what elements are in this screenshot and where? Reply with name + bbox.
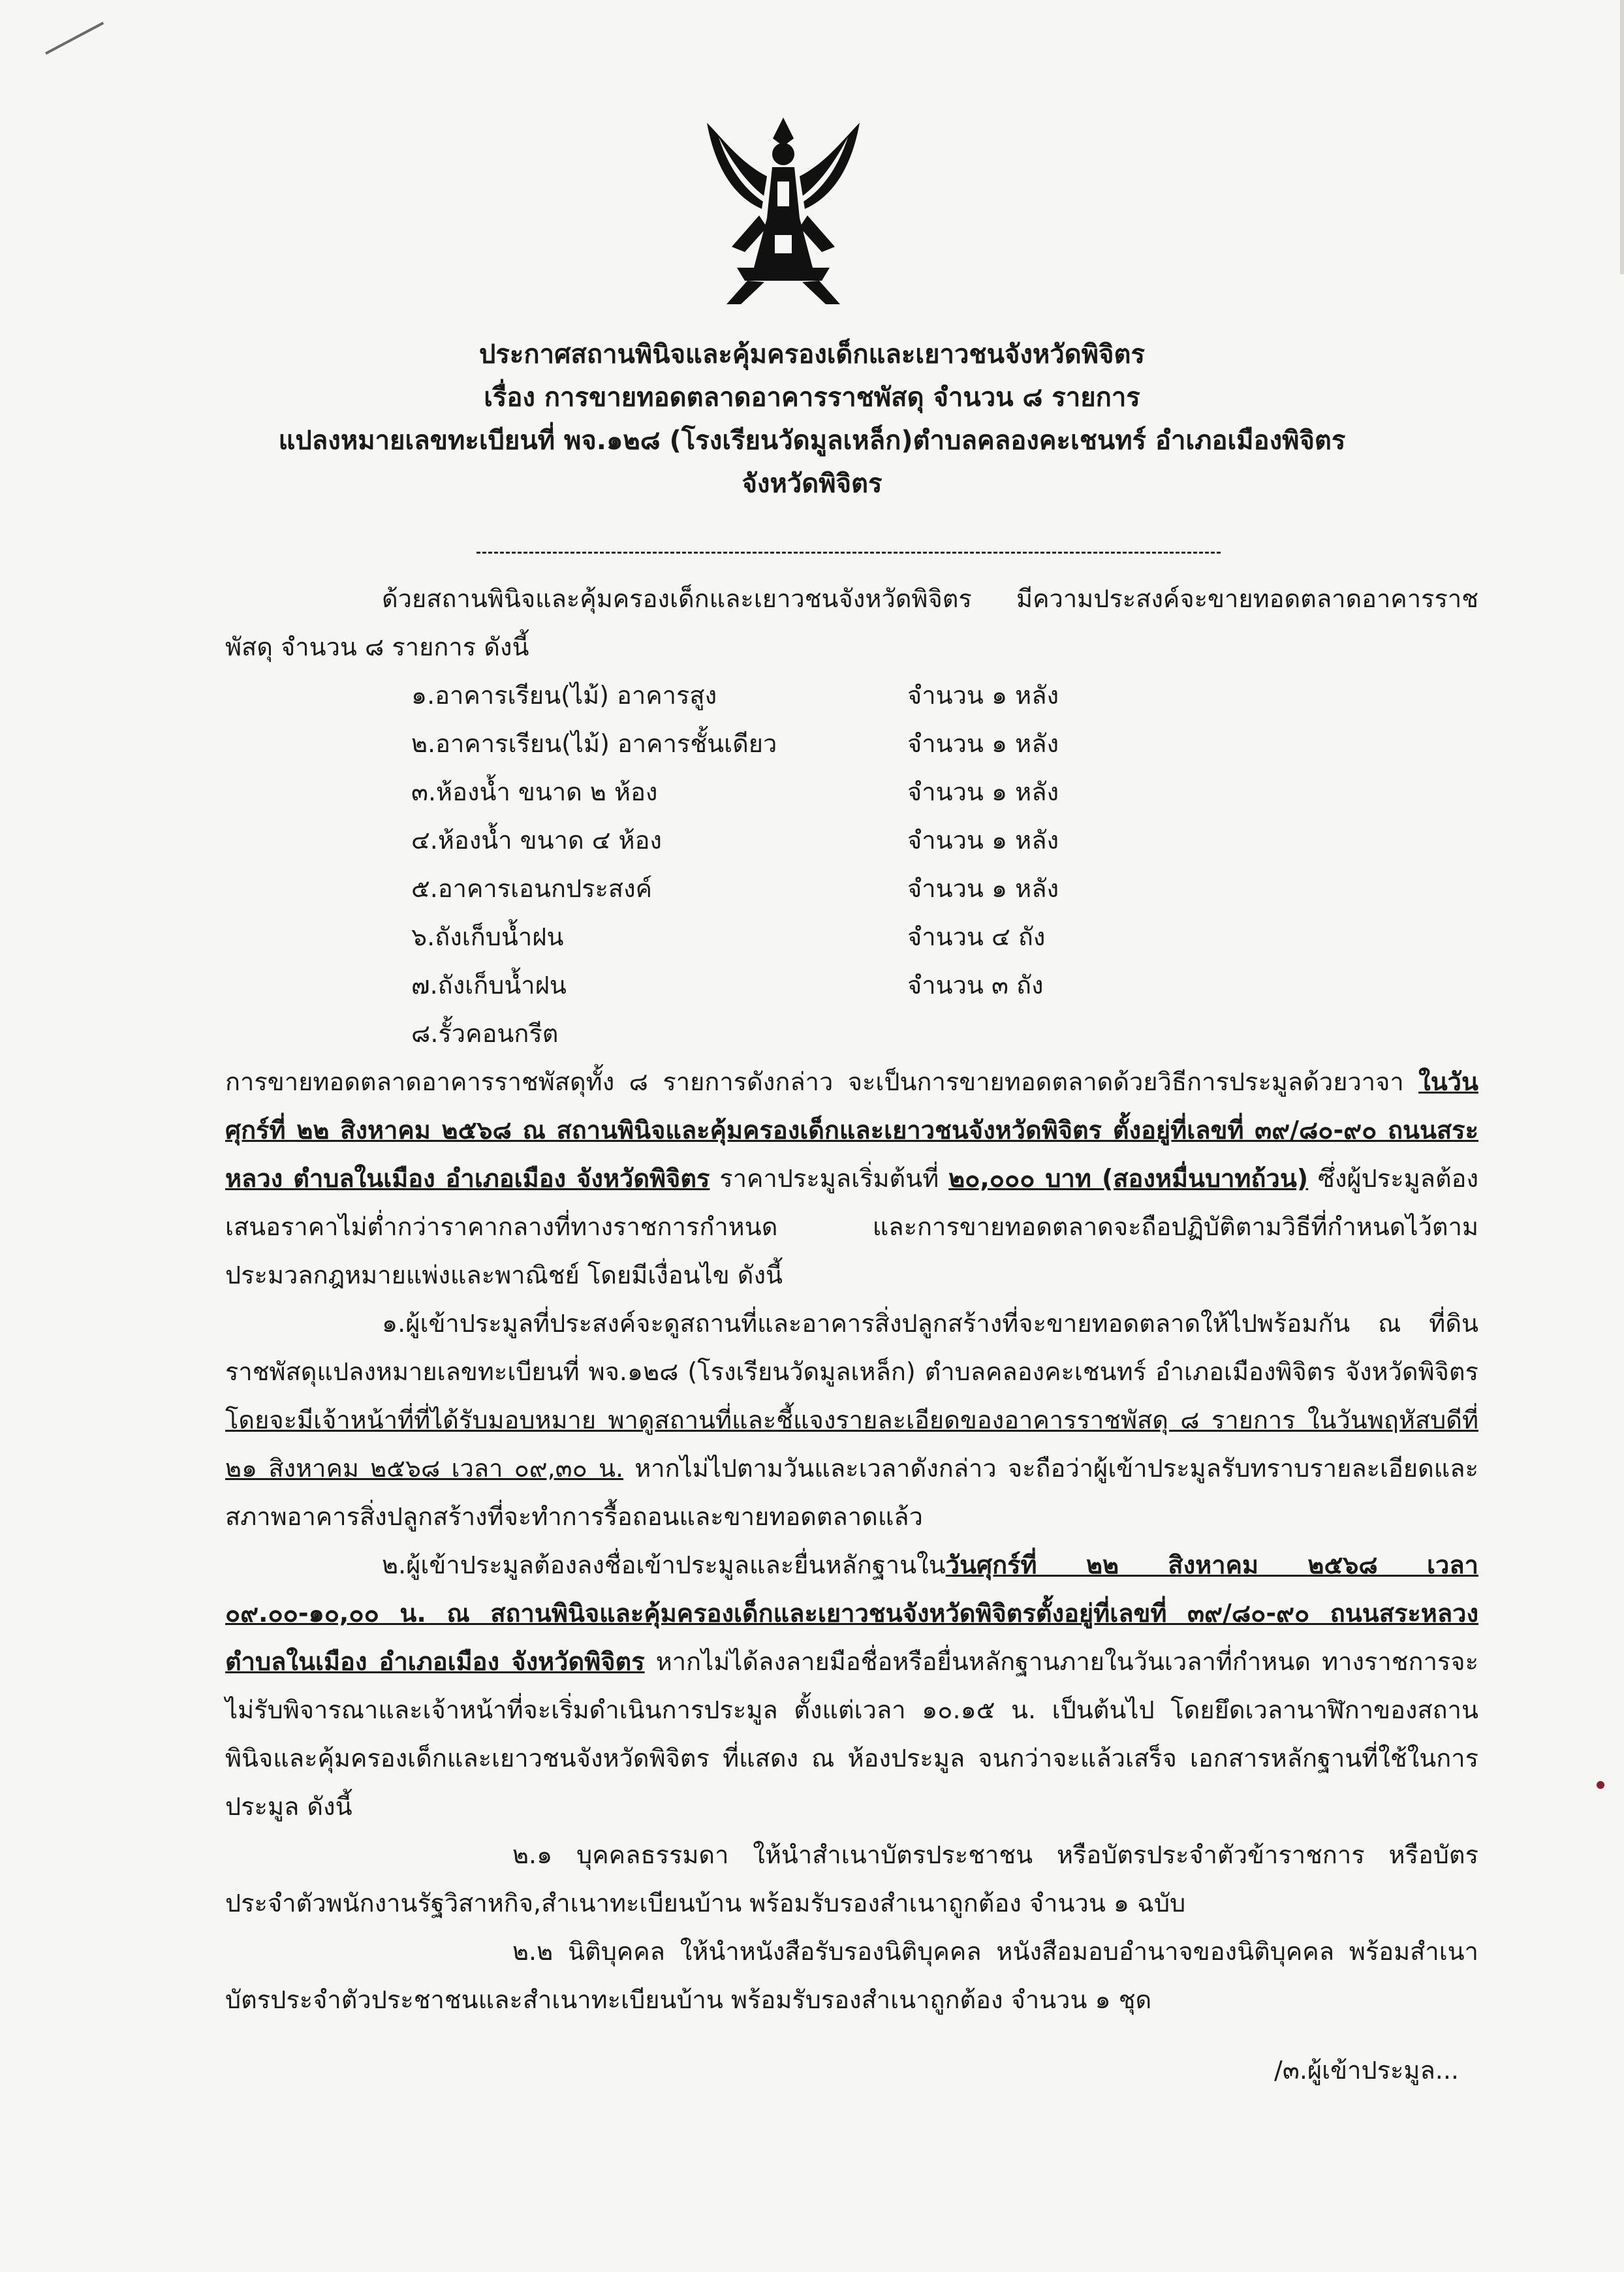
item-name: ๒.อาคารเรียน(ไม้) อาคารชั้นเดียว <box>411 729 777 758</box>
auction-text-1: การขายทอดตลาดอาคารราชพัสดุทั้ง ๘ รายการดังกล่าว จะเป็นการขายทอดตลาดด้วยวิธีการประมูลด้วยวาจา <box>225 1067 1419 1096</box>
item-name: ๑.อาคารเรียน(ไม้) อาคารสูง <box>411 681 717 710</box>
document-body <box>225 575 1478 2094</box>
auction-paragraph <box>225 1058 1478 1299</box>
stray-pen-mark <box>45 22 104 54</box>
item-quantity: จำนวน ๔ ถัง <box>907 923 1046 951</box>
site-visit-schedule: โดยจะมีเจ้าหน้าที่ที่ได้รับมอบหมาย พาดูสถานที่และชี้แจงรายละเอียดของอาคารราชพัสดุ ๘ รายการ ในวันพฤหัสบดีที่ ๒๑ สิงหาคม ๒๕๖๘ เวลา ๐๙,๓๐ น. <box>225 1406 1478 1483</box>
auction-text-3: ซึ่งผู้ประมูลต้องเสนอราคาไม่ต่ำกว่าราคากลางที่ทางราชการกำหนด และการขายทอดตลาดจะถือปฏิบัติตามวิธีที่กำหนดไว้ตามประมวลกฎหมายแพ่งและพาณิชย์ โดยมีเงื่อนไข ดังนี้ <box>225 1164 1478 1289</box>
item-quantity: จำนวน ๓ ถัง <box>907 971 1044 1000</box>
item-quantity: จำนวน ๑ หลัง <box>907 874 1059 903</box>
title-line-1: ประกาศสถานพินิจและคุ้มครองเด็กและเยาวชนจังหวัดพิจิตร <box>479 339 1145 370</box>
list-item <box>411 864 1478 913</box>
list-item <box>411 913 1478 961</box>
list-item <box>411 961 1478 1009</box>
list-item <box>411 1009 1478 1058</box>
page-continuation: /๓.ผู้เข้าประมูล... <box>1274 2056 1459 2085</box>
announcement-title <box>131 333 1493 505</box>
ink-speck <box>1597 1781 1604 1789</box>
item-name: ๓.ห้องน้ำ ขนาด ๒ ห้อง <box>411 778 658 806</box>
item-name: ๔.ห้องน้ำ ขนาด ๔ ห้อง <box>411 826 662 855</box>
auction-date-location: ในวันศุกร์ที่ ๒๒ สิงหาคม ๒๕๖๘ ณ สถานพินิจและคุ้มครองเด็กและเยาวชนจังหวัดพิจิตร ตั้งอยู่ที่เลขที่ ๓๙/๘๐-๙๐ ถนนสระหลวง ตำบลในเมือง อำเภอเมือง จังหวัดพิจิตร <box>225 1067 1478 1193</box>
list-item <box>411 768 1478 816</box>
condition-2-text-1: ๒.ผู้เข้าประมูลต้องลงชื่อเข้าประมูลและยื่นหลักฐานใน <box>382 1551 946 1579</box>
condition-2-2-paragraph: ๒.๒ นิติบุคคล ให้นำหนังสือรับรองนิติบุคคล หนังสือมอบอำนาจของนิติบุคคล พร้อมสำเนาบัตรประจำตัวประชาชนและสำเนาทะเบียนบ้าน พร้อมรับรองสำเนาถูกต้อง จำนวน ๑ ชุด <box>225 1937 1478 2014</box>
item-name: ๕.อาคารเอนกประสงค์ <box>411 874 653 903</box>
starting-price: ๒๐,๐๐๐ บาท (สองหมื่นบาทถ้วน) <box>948 1164 1309 1193</box>
list-item <box>411 671 1478 719</box>
list-item <box>411 719 1478 768</box>
condition-1-paragraph <box>225 1299 1478 1541</box>
title-line-3: แปลงหมายเลขทะเบียนที่ พจ.๑๒๘ (โรงเรียนวัดมูลเหล็ก)ตำบลคลองคะเชนทร์ อำเภอเมืองพิจิตร <box>278 426 1346 456</box>
condition-2-text-2: หากไม่ได้ลงลายมือชื่อหรือยื่นหลักฐานภายในวันเวลาที่กำหนด ทางราชการจะไม่รับพิจารณาและเจ้าหน้าที่จะเริ่มดำเนินการประมูล ตั้งแต่เวลา ๑๐.๑๕ น. เป็นต้นไป โดยยึดเวลานาฬิกาของสถานพินิจและคุ้มครองเด็กและเยาวชนจังหวัดพิจิตร ที่แสดง ณ ห้องประมูล จนกว่าจะแล้วเสร็จ เอกสารหลักฐานที่ใช้ในการประมูล ดังนี้ <box>225 1647 1478 1821</box>
item-name: ๗.ถังเก็บน้ำฝน <box>411 971 567 1000</box>
list-item <box>411 816 1478 864</box>
paper-edge-shadow <box>1620 0 1624 274</box>
registration-schedule: วันศุกร์ที่ ๒๒ สิงหาคม ๒๕๖๘ เวลา ๐๙.๐๐-๑๐,๐๐ น. ณ สถานพินิจและคุ้มครองเด็กและเยาวชนจังหวัดพิจิตรตั้งอยู่ที่เลขที่ ๓๙/๘๐-๙๐ ถนนสระหลวง ตำบลในเมือง อำเภอเมือง จังหวัดพิจิตร <box>225 1551 1478 1676</box>
title-line-2: เรื่อง การขายทอดตลาดอาคารราชพัสดุ จำนวน ๘ รายการ <box>484 383 1140 413</box>
condition-1-text-2: หากไม่ไปตามวันและเวลาดังกล่าว จะถือว่าผู้เข้าประมูลรับทราบรายละเอียดและสภาพอาคารสิ่งปลูกสร้างที่จะทำการรื้อถอนและขายทอดตลาดแล้ว <box>225 1454 1478 1531</box>
item-list <box>411 671 1478 1058</box>
dashed-divider <box>476 552 1221 554</box>
intro-paragraph: ด้วยสถานพินิจและคุ้มครองเด็กและเยาวชนจังหวัดพิจิตร มีความประสงค์จะขายทอดตลาดอาคารราชพัสดุ จำนวน ๘ รายการ ดังนี้ <box>225 584 1478 661</box>
condition-2-paragraph <box>225 1541 1478 1831</box>
condition-2-1-paragraph: ๒.๑ บุคคลธรรมดา ให้นำสำเนาบัตรประชาชน หรือบัตรประจำตัวข้าราชการ หรือบัตรประจำตัวพนักงานรัฐวิสาหกิจ,สำเนาทะเบียนบ้าน พร้อมรับรองสำเนาถูกต้อง จำนวน ๑ ฉบับ <box>225 1840 1478 1917</box>
item-quantity: จำนวน ๑ หลัง <box>907 778 1059 806</box>
title-line-4: จังหวัดพิจิตร <box>742 469 882 499</box>
item-quantity: จำนวน ๑ หลัง <box>907 826 1059 855</box>
garuda-emblem-icon <box>702 111 865 307</box>
auction-text-2: ราคาประมูลเริ่มต้นที่ <box>710 1164 949 1193</box>
item-quantity: จำนวน ๑ หลัง <box>907 681 1059 710</box>
condition-1-text-1: ๑.ผู้เข้าประมูลที่ประสงค์จะดูสถานที่และอาคารสิ่งปลูกสร้างที่จะขายทอดตลาดให้ไปพร้อมกัน ณ ที่ดินราชพัสดุแปลงหมายเลขทะเบียนที่ พจ.๑๒๘ (โรงเรียนวัดมูลเหล็ก) ตำบลคลองคะเชนทร์ อำเภอเมืองพิจิตร จังหวัดพิจิตร <box>225 1309 1478 1386</box>
item-name: ๘.รั้วคอนกรีต <box>411 1019 559 1048</box>
item-quantity: จำนวน ๑ หลัง <box>907 729 1059 758</box>
item-name: ๖.ถังเก็บน้ำฝน <box>411 923 564 951</box>
